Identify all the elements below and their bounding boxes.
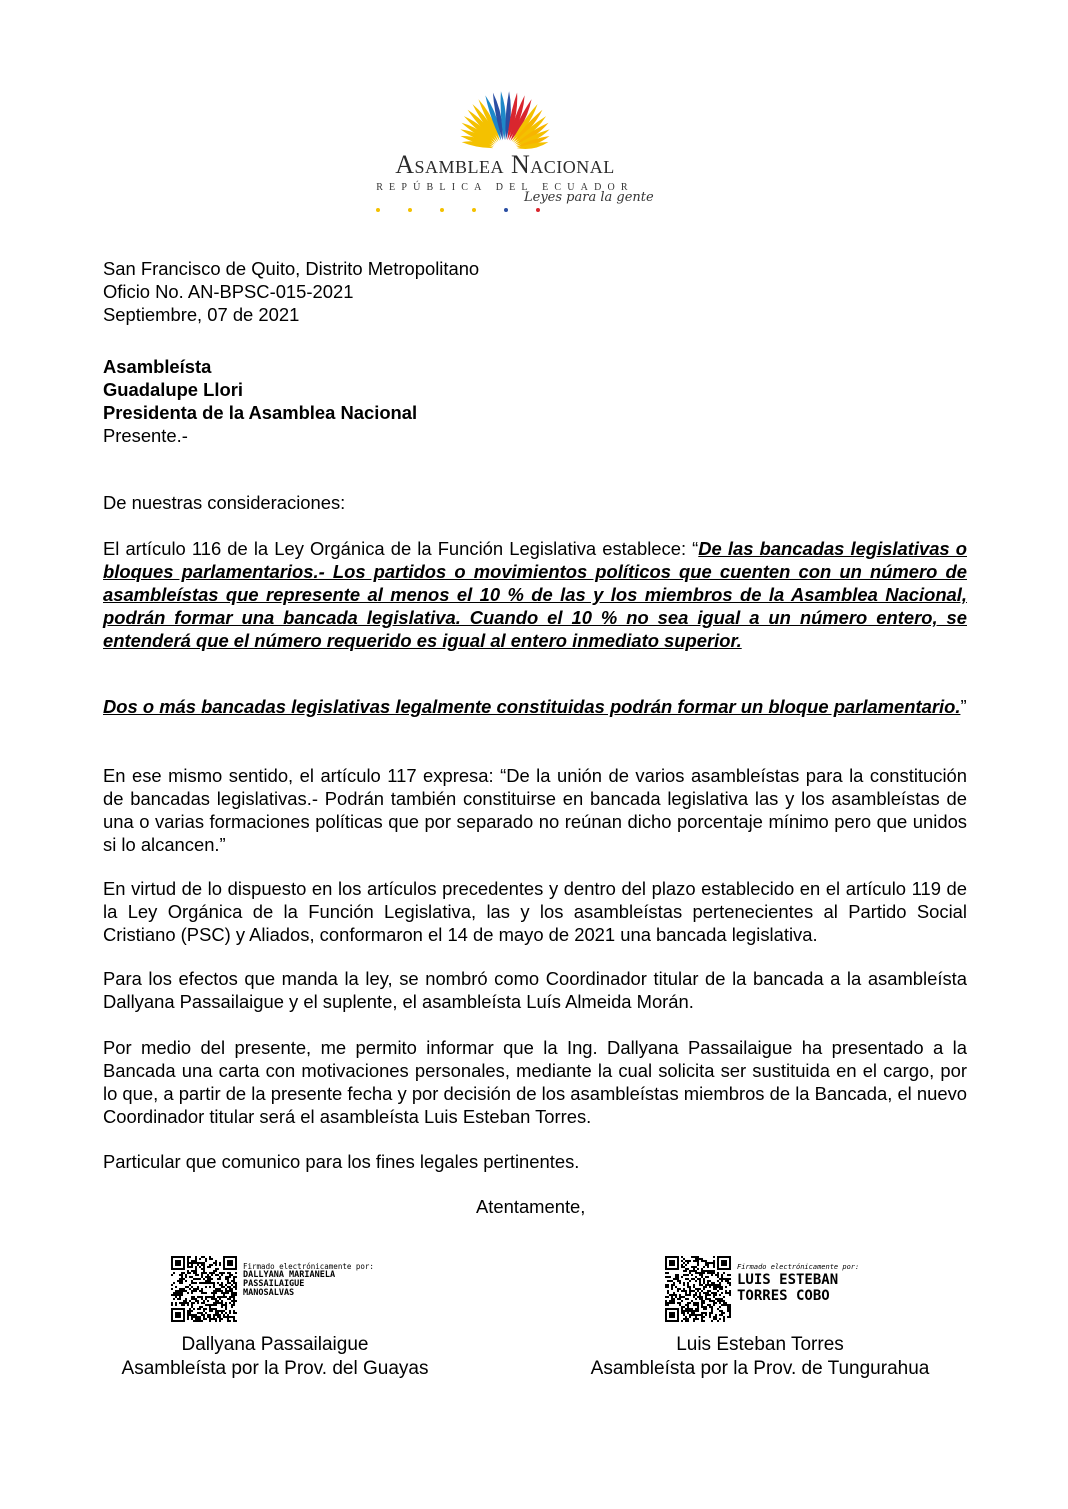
paragraph-bloque (103, 695, 967, 718)
addressee-role: Asambleísta (103, 356, 212, 377)
greeting: Presente.- (103, 425, 188, 446)
paragraph-coordinator: Para los efectos que manda la ley, se nombró como Coordinador titular de la bancada a la asambleísta Dallyana Passailaigue y el suplente, el asambleísta Luís Almeida Morán. (103, 968, 967, 1012)
signature-qr-code-icon (665, 1256, 731, 1322)
signer-2-name: Luis Esteban Torres (676, 1334, 844, 1355)
letter-date: Septiembre, 07 de 2021 (103, 304, 300, 325)
article-116-quote: De las bancadas legislativas o bloques parlamentarios.- Los partidos o movimientos políticos que cuenten con un número de asambleístas que represente al menos el 10 % de las y los miembros de la Asamblea Nacional, podrán formar una bancada legislativa. Cuando el 10 % no sea igual a un número entero, se entenderá que el número requerido es igual al entero inmediato superior. (103, 538, 967, 651)
closing: Atentamente, (476, 1196, 586, 1217)
addressee-position: Presidenta de la Asamblea Nacional (103, 402, 418, 423)
paragraph-article-117: En ese mismo sentido, el artículo 117 expresa: “De la unión de varios asambleístas para la constitución de bancadas legislativas.- Podrán también constituirse en bancada legislativa las y los asambleístas de una o varias formaciones políticas que por separado no reúnan dicho porcentaje mínimo pero que unidos si lo alcancen.” (103, 765, 967, 855)
sunburst-icon (440, 84, 570, 152)
signer-2-title: Asambleísta por la Prov. de Tungurahua (590, 1358, 930, 1379)
stamp-caption: Firmado electrónicamente por: (243, 1262, 374, 1271)
signer-1 (90, 1333, 460, 1381)
salutation: De nuestras consideraciones: (103, 492, 346, 513)
signer-1-title: Asambleísta por la Prov. del Guayas (121, 1358, 429, 1379)
stamp-line: DALLYANA MARIANELA (243, 1270, 336, 1280)
paragraph-substitution: Por medio del presente, me permito informar que la Ing. Dallyana Passailaigue ha presentado a la Bancada una carta con motivaciones personales, mediante la cual solicita ser sustituida en el cargo, por lo que, a partir de la presente fecha y por decisión de los asambleístas miembros de la Bancada, el nuevo Coordinador titular será el asambleísta Luis Esteban Torres. (103, 1037, 967, 1127)
paragraph-article-116 (103, 537, 967, 652)
addressee-name: Guadalupe Llori (103, 379, 243, 400)
signature-qr-code-icon (171, 1256, 237, 1322)
bloque-close-quote: ” (960, 696, 967, 717)
stamp-line: LUIS ESTEBAN (737, 1272, 839, 1288)
paragraph-conformation: En virtud de lo dispuesto en los artículos precedentes y dentro del plazo establecido en el artículo 119 de la Ley Orgánica de la Función Legislativa, las y los asambleístas pertenecientes al Partido Social Cristiano (PSC) y Aliados, conformaron el 14 de mayo de 2021 una bancada legislativa. (103, 878, 967, 945)
addressee-block (103, 355, 967, 447)
signer-1-name: Dallyana Passailaigue (181, 1334, 369, 1355)
stamp-caption: Firmado electrónicamente por: (737, 1263, 860, 1271)
paragraph-closing-note: Particular que comunico para los fines legales pertinentes. (103, 1151, 580, 1172)
stamp-line: MANOSALVAS (243, 1288, 295, 1298)
article-116-intro: El artículo 116 de la Ley Orgánica de la Función Legislativa establece: “ (103, 538, 699, 559)
place-line: San Francisco de Quito, Distrito Metropolitano (103, 258, 480, 279)
stamp-line: TORRES COBO (737, 1288, 830, 1304)
letter-header (103, 257, 967, 326)
oficio-number: Oficio No. AN-BPSC-015-2021 (103, 281, 354, 302)
logo-subtitle: REPÚBLICA DEL ECUADOR (376, 182, 634, 193)
stamp-line: PASSAILAIGUE (243, 1279, 305, 1289)
logo-slogan: Leyes para la gente (524, 190, 654, 205)
signer-2 (560, 1333, 960, 1381)
bloque-quote: Dos o más bancadas legislativas legalmente constituidas podrán formar un bloque parlamentario. (103, 696, 961, 717)
signature-stamp-2 (737, 1262, 859, 1304)
logo-title: Asamblea Nacional (395, 150, 615, 179)
signature-stamp-1 (243, 1262, 374, 1298)
asamblea-nacional-logo (370, 84, 654, 214)
